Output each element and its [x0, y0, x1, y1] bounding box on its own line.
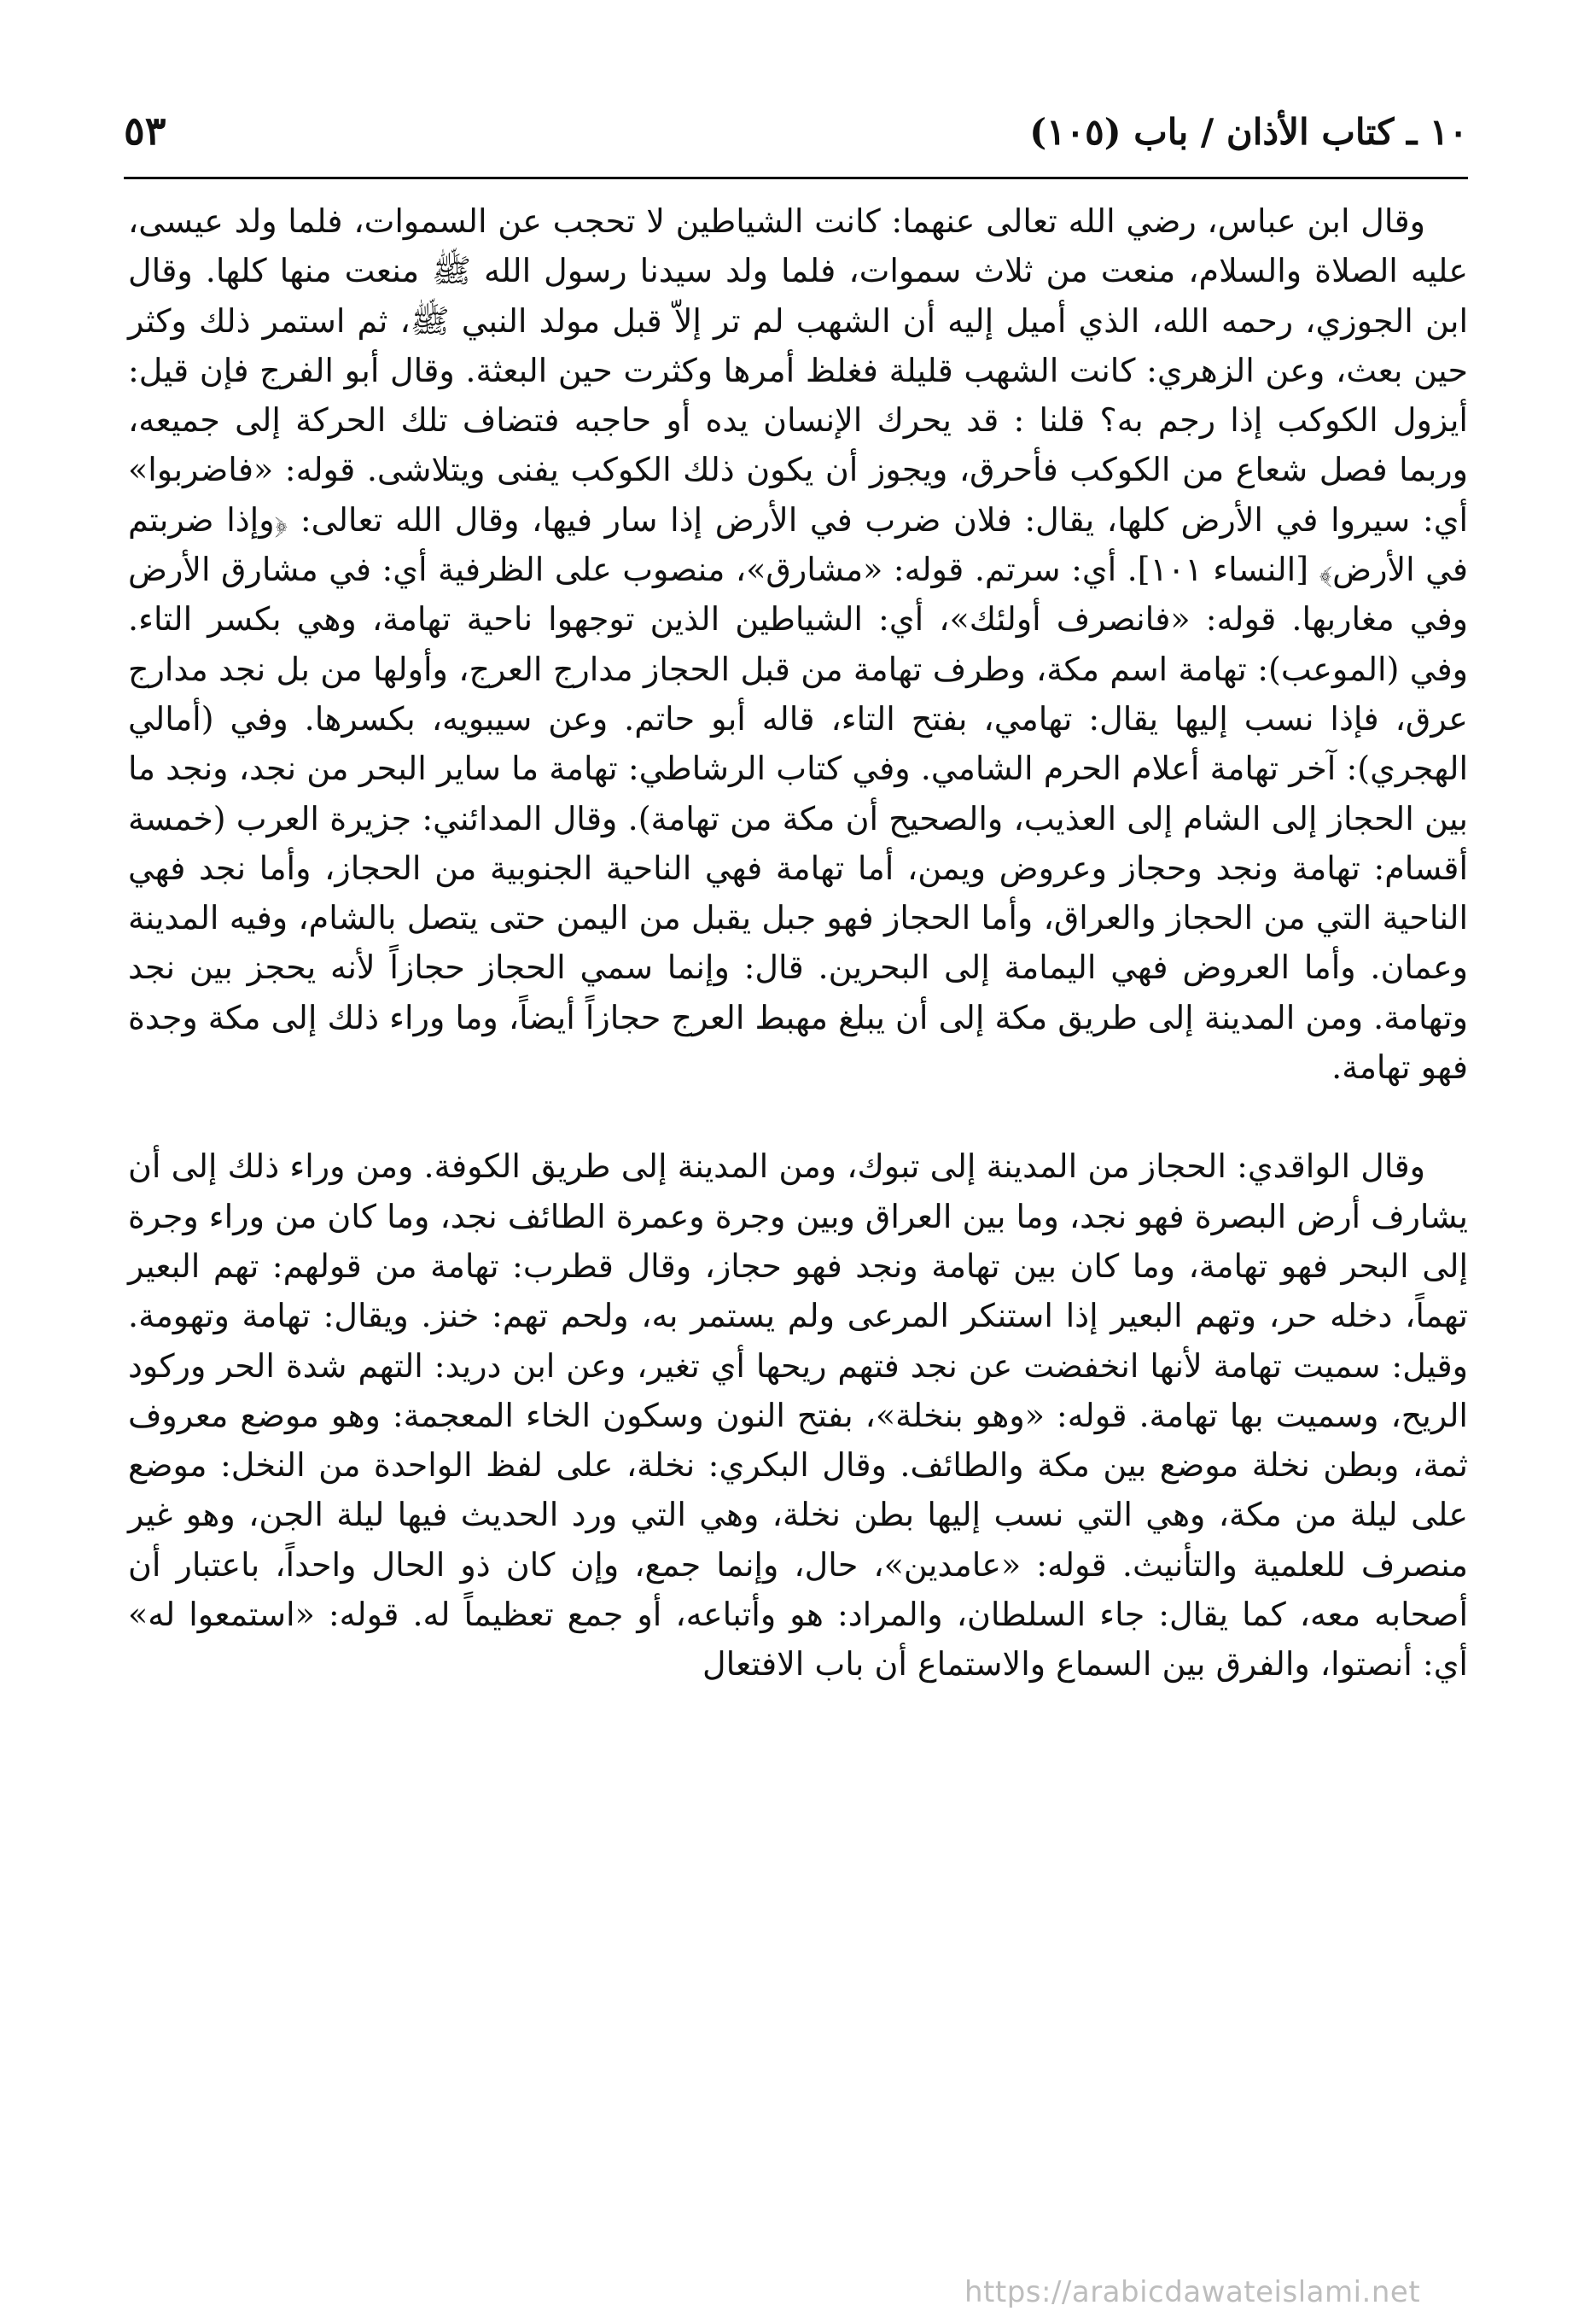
paragraph-2: وقال الواقدي: الحجاز من المدينة إلى تبوك، ومن المدينة إلى طريق الكوفة. ومن وراء ذلك إلى أن يشارف أرض البصرة فهو نجد، وما بين العراق وبين وجرة وعمرة الطائف نجد، وما كان من وراء وجرة إلى البحر فهو تهامة، وما كان بين تهامة ونجد فهو حجاز، وقال قطرب: تهامة من قولهم: تهم البعير تهماً، دخله حر، وتهم البعير إذا استنكر المرعى ولم يستمر به، ولحم تهم: خنز. ويقال: تهامة وتهومة. وقيل: سميت تهامة لأنها انخفضت عن نجد فتهم ريحها أي تغير، وعن ابن دريد: التهم شدة الحر وركود الريح، وسميت بها تهامة. قوله: «وهو بنخلة»، بفتح النون وسكون الخاء المعجمة: وهو موضع معروف ثمة، وبطن نخلة موضع بين مكة والطائف. وقال البكري: نخلة، على لفظ الواحدة من النخل: موضع على ليلة من مكة، وهي التي نسب إليها بطن نخلة، وهي التي ورد الحديث فيها ليلة الجن، وهو غير منصرف للعلمية والتأنيث. قوله: «عامدين»، حال، وإنما جمع، وإن كان ذو الحال واحداً، باعتبار أن أصحابه معه، كما يقال: جاء السلطان، والمراد: هو وأتباعه، أو جمع تعظيماً له. قوله: «استمعوا له» أي: أنصتوا، والفرق بين السماع والاستماع أن باب الافتعال [128, 1147, 1468, 1684]
paragraph-1: وقال ابن عباس، رضي الله تعالى عنهما: كانت الشياطين لا تحجب عن السموات، فلما ولد عيسى، عليه الصلاة والسلام، منعت من ثلاث سموات، فلما ولد سيدنا رسول الله ﷺ منعت منها كلها. وقال ابن الجوزي، رحمه الله، الذي أميل إليه أن الشهب لم تر إلاّ قبل مولد النبي ﷺ، ثم استمر ذلك وكثر حين بعث، وعن الزهري: كانت الشهب قليلة فغلظ أمرها وكثرت حين البعثة. وقال أبو الفرج فإن قيل: أيزول الكوكب إذا رجم به؟ قلنا : قد يحرك الإنسان يده أو حاجبه فتضاف تلك الحركة إلى جميعه، وربما فصل شعاع من الكوكب فأحرق، ويجوز أن يكون ذلك الكوكب يفنى ويتلاشى. قوله: «فاضربوا» أي: سيروا في الأرض كلها، يقال: فلان ضرب في الأرض إذا سار فيها، وقال الله تعالى: ﴿وإذا ضربتم في الأرض﴾ [النساء ١٠١]. أي: سرتم. قوله: «مشارق»، منصوب على الظرفية أي: في مشارق الأرض وفي مغاربها. قوله: «فانصرف أولئك»، أي: الشياطين الذين توجهوا ناحية تهامة، وهي بكسر التاء. وفي (الموعب): تهامة اسم مكة، وطرف تهامة من قبل الحجاز مدارج العرج، وأولها من بل نجد مدارج عرق، فإذا نسب إليها يقال: تهامي، بفتح التاء، قاله أبو حاتم. وعن سيبويه، بكسرها. وفي (أمالي الهجري): آخر تهامة أعلام الحرم الشامي. وفي كتاب الرشاطي: تهامة ما ساير البحر من نجد، ونجد ما بين الحجاز إلى الشام إلى العذيب، والصحيح أن مكة من تهامة). وقال المدائني: جزيرة العرب (خمسة أقسام: تهامة ونجد وحجاز وعروض ويمن، أما تهامة فهي الناحية الجنوبية من الحجاز، وأما نجد فهي الناحية التي من الحجاز والعراق، وأما الحجاز فهو جبل يقبل من اليمن حتى يتصل بالشام، وفيه المدينة وعمان. وأما العروض فهي اليمامة إلى البحرين. قال: وإنما سمي الحجاز حجازاً لأنه يحجز بين نجد وتهامة. ومن المدينة إلى طريق مكة إلى أن يبلغ مهبط العرج حجازاً أيضاً، وما وراء ذلك إلى مكة وجدة فهو تهامة. [128, 202, 1469, 1087]
watermark-url: https://arabicdawateislami.net [964, 2275, 1421, 2309]
body-text [128, 196, 1468, 1690]
page-number: ٥٣ [124, 108, 166, 154]
header-divider [124, 177, 1468, 179]
chapter-title: ١٠ ـ كتاب الأذان / باب (١٠٥) [1029, 111, 1468, 153]
page-header [124, 101, 1468, 171]
